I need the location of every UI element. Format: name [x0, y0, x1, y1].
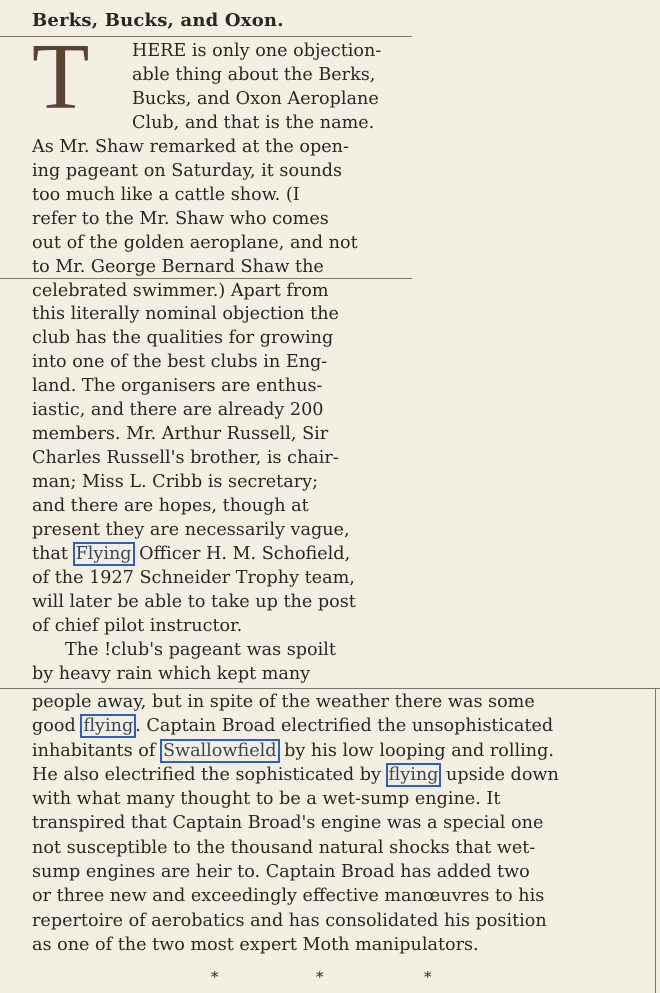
separator-asterisk: *	[424, 968, 432, 986]
section-separator	[0, 968, 660, 988]
text-line	[32, 543, 415, 567]
wide-rule	[0, 688, 660, 689]
text-line: transpired that Captain Broad's engine was a special one	[32, 813, 544, 834]
wide-column-text	[32, 690, 632, 957]
text-line: HERE is only one objection-	[132, 41, 382, 61]
text-line: out of the golden aeroplane, and not	[32, 232, 358, 253]
text-line: celebrated swimmer.) Apart from	[32, 280, 329, 301]
text-line: this literally nominal objection the	[32, 304, 339, 325]
text-line: man; Miss L. Cribb is secretary;	[32, 472, 319, 493]
text-line: with what many thought to be a wet-sump engine. It	[32, 789, 501, 810]
text-line	[32, 714, 632, 738]
highlighted-term-flying[interactable]: flying	[386, 763, 442, 787]
text-line: repertoire of aerobatics and has consolidated his position	[32, 910, 547, 931]
text-line: able thing about the Berks,	[132, 64, 376, 85]
drop-cap: T	[32, 25, 89, 129]
text-segment: upside down	[440, 764, 559, 785]
text-line: to Mr. George Bernard Shaw the	[32, 256, 324, 277]
text-line: members. Mr. Arthur Russell, Sir	[32, 424, 329, 445]
text-segment: He also electrified the sophisticated by	[32, 764, 387, 785]
text-line: iastic, and there are already 200	[32, 400, 324, 421]
text-line: and there are hopes, though at	[32, 496, 309, 517]
text-segment: good	[32, 716, 82, 737]
text-segment: . Captain Broad electrified the unsophisticated	[135, 716, 554, 737]
text-line: sump engines are heir to. Captain Broad has added two	[32, 862, 530, 883]
text-line: too much like a cattle show. (I	[32, 184, 300, 205]
text-line: people away, but in spite of the weather there was some	[32, 692, 535, 712]
highlighted-term-flying[interactable]: Flying	[73, 542, 135, 566]
text-line: of the 1927 Schneider Trophy team,	[32, 567, 355, 588]
highlighted-term-swallowfield[interactable]: Swallowfield	[160, 739, 280, 763]
text-line: not susceptible to the thousand natural shocks that wet-	[32, 837, 536, 858]
text-segment: Officer H. M. Schofield,	[133, 544, 351, 565]
text-line: of chief pilot instructor.	[32, 615, 243, 636]
text-line: or three new and exceedingly effective manœuvres to his	[32, 886, 545, 907]
text-line	[32, 739, 632, 763]
text-line: present they are necessarily vague,	[32, 520, 350, 541]
text-line: Bucks, and Oxon Aeroplane	[132, 88, 379, 109]
article-heading: Berks, Bucks, and Oxon.	[32, 10, 284, 31]
text-segment: inhabitants of	[32, 740, 161, 761]
right-border-line	[655, 688, 656, 993]
text-line: as one of the two most expert Moth manipulators.	[32, 934, 479, 955]
narrow-column-text	[32, 25, 415, 687]
text-line	[32, 763, 632, 787]
text-line: Charles Russell's brother, is chair-	[32, 448, 339, 469]
text-line: by heavy rain which kept many	[32, 663, 311, 684]
text-line: will later be able to take up the post	[32, 591, 356, 612]
text-line: land. The organisers are enthus-	[32, 376, 323, 397]
separator-asterisk: *	[316, 968, 324, 986]
text-line: The !club's pageant was spoilt	[65, 639, 336, 660]
text-line: Club, and that is the name.	[132, 112, 375, 133]
highlighted-term-flying[interactable]: flying	[80, 714, 136, 738]
text-line: As Mr. Shaw remarked at the open-	[32, 136, 349, 157]
text-line: ing pageant on Saturday, it sounds	[32, 160, 342, 181]
text-line: refer to the Mr. Shaw who comes	[32, 208, 329, 229]
text-segment: by his low looping and rolling.	[278, 740, 554, 761]
text-line: club has the qualities for growing	[32, 328, 334, 349]
text-line: into one of the best clubs in Eng-	[32, 352, 328, 373]
text-segment: that	[32, 544, 74, 565]
separator-asterisk: *	[211, 968, 219, 986]
